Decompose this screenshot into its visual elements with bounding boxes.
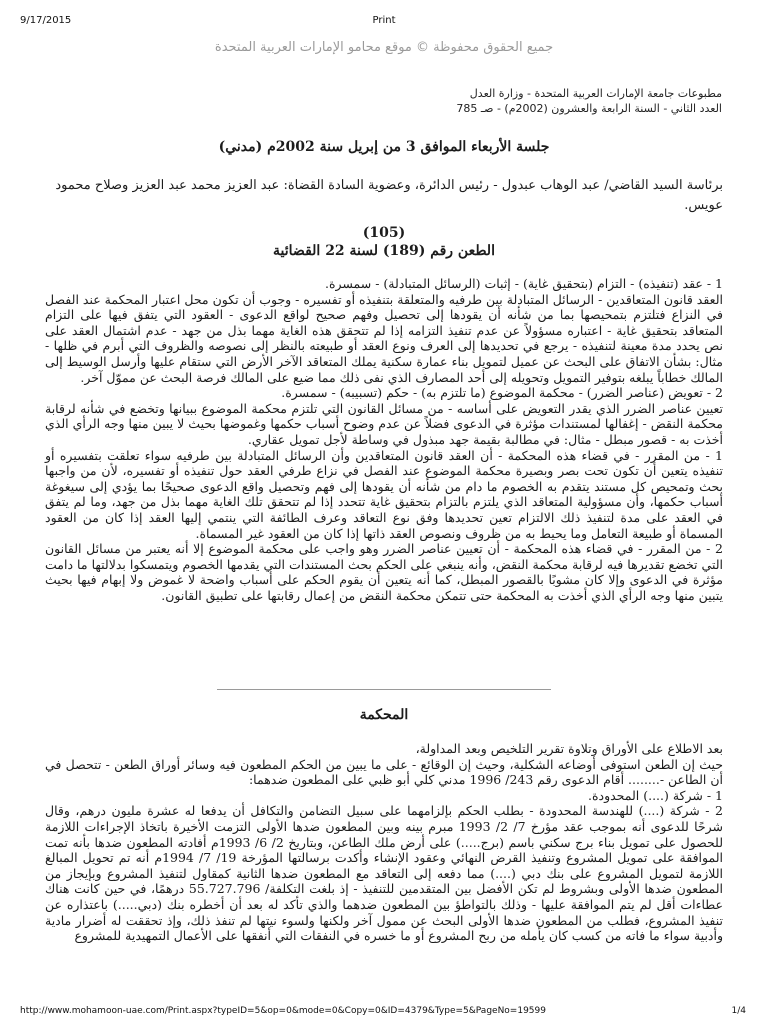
publication-info	[262, 86, 722, 116]
judgment-paragraph: حيث إن الطعن استوفى أوضاعه الشكلية، وحيث إن الوقائع - على ما يبين من الحكم المطعون فيه وسائر أوراق الطعن - تتحصل في أن الطاعن -........ أقام الدعوى رقم 243/ 1996 مدني كلي أبو ظبي على المطعون ضدهما:	[45, 756, 723, 788]
court-heading: المحكمة	[359, 707, 409, 723]
print-date: 9/17/2015	[20, 15, 72, 26]
section-divider	[217, 689, 551, 690]
print-title: Print	[372, 15, 396, 26]
footer-url: http://www.mohamoon-uae.com/Print.aspx?typeID=5&op=0&mode=0&Copy=0&ID=4379&Type=5&PageNo=19599	[20, 1006, 546, 1016]
publication-line-2: العدد الثاني - السنة الرابعة والعشرون (2002م) - صـ 785	[456, 102, 722, 115]
session-title: جلسة الأربعاء الموافق 3 من إبريل سنة 2002م (مدني)	[218, 139, 550, 155]
judgment-paragraph: بعد الاطلاع على الأوراق وتلاوة تقرير التلخيص وبعد المداولة،	[415, 741, 723, 756]
principle-2-summary: تعيين عناصر الضرر الذي يقدر التعويض على أساسه - من مسائل القانون التي تلتزم محكمة الموضوع ببيانها وتخضع في شأنه لرقابة محكمة النقض - إغفالها لمستندات مؤثرة في الدعوى فضلاً عن عدم وضوح أسباب حكمها وغموضها بحيث لا يبين منها وجه الرأي الذي أخذت به - قصور مبطل - مثال: في مطالبة بقيمة جهد مبذول في وساطة لأجل تمويل عقاري.	[45, 400, 723, 447]
appeal-title: الطعن رقم (189) لسنة 22 القضائية	[273, 243, 495, 259]
principle-2-detail: 2 - من المقرر - في قضاء هذه المحكمة - أن تعيين عناصر الضرر وهو واجب على محكمة الموضوع إلا أنه يعتبر من مسائل القانون التي تخضع تقديرها فيه لرقابة محكمة النقض، وأنه ينبغي على الحكم بحث المستندات التي يقدمها الخصوم ويتمسكوا بدلالتها ما دامت مؤثرة في الدعوى وإلا كان مشوبًا بالقصور المبطل، كما أنه يتعين أن يقوم الحكم على أسباب واضحة لا غموض ولا إبهام فيها بحيث يتبين منها وجه الرأي الذي أخذت به المحكمة حتى تتمكن محكمة النقض من إعمال رقابتها على تطبيق القانون.	[45, 541, 723, 603]
judgment-paragraph: 2 - شركة (....) للهندسة المحدودة - بطلب الحكم بإلزامهما على سبيل التضامن والتكافل أن يدفعا له عشرة مليون درهم، وقال شرحًا للدعوى أنه بموجب عقد مؤرخ 7/ 2/ 1993 مبرم بينه وبين المطعون ضدها الأولى التزمت الأخيرة باتخاذ الإجراءات اللازمة للحصول على تمويل بناء برج سكني باسم (برج.....) على أرض ملك الطاعن، وبتاريخ 2/ 6/ 1993م أفادته المطعون ضدها بأنه تمت الموافقة على تمويل المشروع وتنفيذ القرض النهائي وعقود الإنشاء وأكدت برسالتها المؤرخة 19/ 7/ 1994م أنه تم تحويل المبالغ اللازمة لتمويل المشروع على بنك دبي (....) مما دفعه إلى التعاقد مع المطعون ضدها الثانية كمقاول لتنفيذ المشروع وبإيجاز من المطعون ضدها الأولى وبشروط لم تكن الأفضل بين المتقدمين للتنفيذ - إذ بلغت التكلفة/ 55.727.796 درهمًا، في حين كانت هناك عطاءات أقل لم يتم الموافقة عليها - وذلك بالتواطؤ بين المطعون ضدهما والذي تأكد له بعد أن أخطره بنك (دبي.....) باعتذاره عن تنفيذ المشروع، فطلب من المطعون ضدها الأولى البحث عن ممول آخر ولكنها ولسوء نيتها لم تنفذ ذلك، وإذ تحققت له أضرار مادية وأدبية سواء ما فاته من كسب كان يأمله من ربح المشروع أو ما خسره في النفقات التي أنفقها على الأعمال التمهيدية للمشروع	[45, 803, 724, 944]
legal-principles	[45, 276, 723, 603]
principle-1-heading: 1 - عقد (تنفيذه) - التزام (بتحقيق غاية) - إثبات (الرسائل المتبادلة) - سمسرة.	[324, 276, 723, 291]
case-number: (105)	[362, 225, 406, 241]
judgment-body	[45, 741, 723, 944]
page-number: 1/4	[731, 1006, 746, 1016]
principle-1-summary: العقد قانون المتعاقدين - الرسائل المتبادلة بين طرفيه والمتعلقة بتنفيذه أو تفسيره - وجوب أن تكون محل اعتبار المحكمة عند الفصل في النزاع فتلتزم بتمحيصها بما من شأنه أن يقودها إلى تحصيل وفهم صحيح لواقع الدعوى - العقود التي يتفق فيها على التزام المتعاقد بتحقيق غاية - اعتباره مسؤولاً عن عدم تنفيذ التزامه إذا لم تتحقق هذه الغاية مهما بذل من جهد - عدم اشتمال العقد على نص يحدد مدة معينة لتنفيذه - يرجع في تحديدها إلى العرف ونوع العقد أو طبيعته بالنظر إلى نصوصه والظروف التي أبرم في ظلها - مثال: بشأن الاتفاق على البحث عن عميل لتمويل بناء عمارة سكنية يملك المتعاقد الآخر الأرض التي ستقام عليها وأرسل الوسيط إلى المالك خطاباً يبلغه بتوفير التمويل وتحويله إلى أحد المصارف الذي نفى ذلك مما ضيع على المالك فرصة البحث عن مموّل آخر.	[45, 291, 723, 385]
presidency-text: برئاسة السيد القاضي/ عبد الوهاب عبدول - رئيس الدائرة، وعضوية السادة القضاة: عبد العزيز محمد عبد العزيز وصلاح محمود عويس.	[55, 178, 723, 213]
publication-line-1: مطبوعات جامعة الإمارات العربية المتحدة - وزارة العدل	[469, 87, 722, 100]
principle-2-heading: 2 - تعويض (عناصر الضرر) - محكمة الموضوع (ما تلتزم به) - حكم (تسبيبه) - سمسرة.	[281, 385, 723, 401]
copyright-watermark: جميع الحقوق محفوظة © موقع محامو الإمارات العربية المتحدة	[214, 40, 554, 55]
principle-1-detail: 1 - من المقرر - في قضاء هذه المحكمة - أن العقد قانون المتعاقدين وأن الرسائل المتبادلة بين طرفيه سواء تعلقت بتفسيره أو تنفيذه يتعين أن تكون تحت بصر وبصيرة محكمة الموضوع عند الفصل في نزاع طرفي العقد حول تنفيذه أو تفسيره، لأن من واجبها بحث وتمحيص كل مستند يتقدم به الخصوم ما دام من شأنه أن يقودها إلى فهم وتحصيل واقع الدعوى صحيحًا بما يؤدي إلى سيغوغة أسباب حكمها، وأن مسؤولية المتعاقد الذي يلتزم بالتزام بتحقيق غاية تتحدد إذا لم تتحقق تلك الغاية مهما بذل من جهد، وما لم يتفق في العقد على مدة لتنفيذ ذلك الالتزام تعين تحديدها وفق نوع التعاقد وعرف الطائفة التي ينتمي إليها العقد إذا كان من العقود المسماة أو طبيعة التعامل وما يحيط به من ظروف ونصوص العقد ذاتها إذا كان من العقود غير المسماة.	[45, 447, 723, 541]
judgment-paragraph: 1 - شركة (....) المحدودة.	[587, 787, 723, 803]
